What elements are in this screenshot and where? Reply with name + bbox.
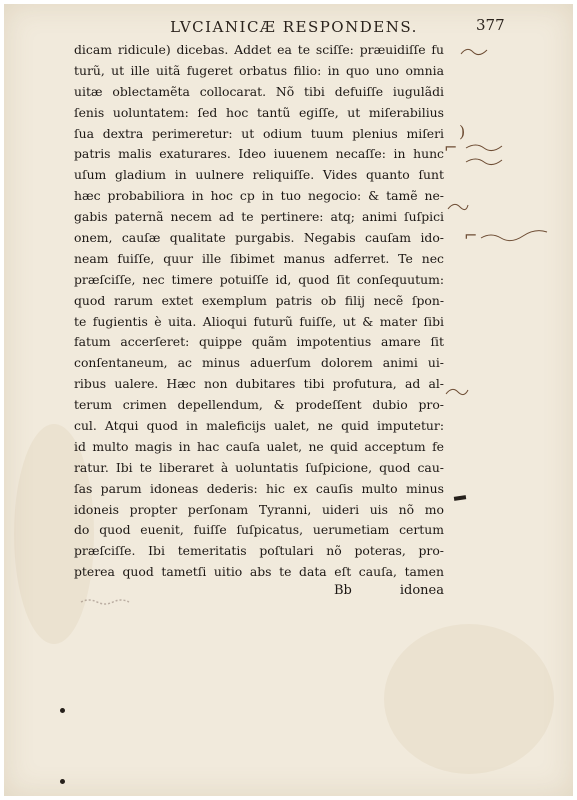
margin-scribble-mark: [444, 384, 470, 398]
text-line: ſenis uoluntatem: ſed hoc tantũ egiſſe, ut miſerabilius: [74, 104, 444, 120]
page-number: 377: [476, 16, 505, 34]
book-page: [4, 4, 573, 796]
text-line: ratur. Ibi te liberaret à uoluntatis ſuſpicione, quod cau-: [74, 459, 444, 475]
paper-stain: [384, 624, 554, 774]
text-line: cul. Atqui quod in maleficijs ualet, ne quid imputetur:: [74, 418, 444, 434]
text-line: hæc probabiliora in hoc cp in tuo negocio: & tamẽ ne-: [74, 188, 444, 204]
margin-scribble-mark: [464, 140, 504, 168]
text-line: idoneis propter perſonam Tyranni, uideri uis nõ mo: [74, 501, 444, 517]
margin-scribble-mark: [479, 228, 549, 244]
text-line: ribus ualere. Hæc non dubitares tibi profutura, ad al-: [74, 376, 444, 392]
text-line: præſciſſe. Ibi temeritatis poſtulari nõ poteras, pro-: [74, 543, 444, 559]
text-line: dicam ridicule) dicebas. Addet ea te sciſſe: præuidiſſe fu: [74, 42, 444, 57]
text-line: te fugientis è uita. Alioqui futurũ fuiſſe, ut & mater ſibi: [74, 313, 444, 329]
text-line: uſum gladium in uulnere reliquiſſe. Vides quanto ſunt: [74, 167, 444, 183]
margin-bracket-mark: ⌐: [444, 138, 458, 157]
text-line: onem, cauſæ qualitate purgabis. Negabis cauſam ido-: [74, 230, 444, 246]
catchword: idonea: [399, 583, 444, 598]
text-line: præſciſſe, nec timere potuiſſe id, quod ſit conſequutum:: [74, 271, 444, 287]
text-line: turũ, ut ille uitã fugeret orbatus filio: in quo uno omnia: [74, 62, 444, 78]
text-line: patris malis exaturares. Ideo iuuenem necaſſe: in hunc: [74, 146, 444, 162]
ink-dot-mark: [60, 708, 65, 713]
text-line: pterea quod tametſi uitio abs te data eſt cauſa, tamen: [74, 564, 444, 580]
signature-mark: Bb: [334, 583, 352, 598]
text-line: ſua dextra perimeretur: ut odium tuum plenius miſeri: [74, 125, 444, 141]
text-line: conſentaneum, ac minus aduerſum dolorem animi ui-: [74, 355, 444, 371]
text-line: neam fuiſſe, quur ille ſibimet manus adferret. Te nec: [74, 250, 444, 266]
catchword-line: [334, 583, 444, 598]
margin-bracket-mark: ): [459, 122, 466, 141]
text-line: terum crimen depellendum, & prodeſſent dubio pro-: [74, 397, 444, 413]
text-line: ſas parum idoneas dederis: hic ex cauſis multo minus: [74, 480, 444, 496]
ink-dash-mark: [454, 495, 466, 501]
text-line: id multo magis in hac cauſa ualet, ne quid acceptum fe: [74, 438, 444, 454]
text-line: uitæ oblectamẽta collocarat. Nõ tibi defuiſſe iugulãdi: [74, 83, 444, 99]
margin-scribble-mark: [446, 199, 470, 213]
text-line: do quod euenit, fuiſſe ſuſpicatus, uerumetiam certum: [74, 522, 444, 538]
library-stamp-mark: [79, 596, 139, 608]
running-title: LVCIANICÆ RESPONDENS.: [170, 18, 418, 36]
text-line: quod rarum extet exemplum patris ob filij necẽ ſpon-: [74, 292, 444, 308]
text-line: gabis paternã necem ad te pertinere: atq; animi ſuſpici: [74, 209, 444, 225]
text-line: fatum accerſeret: quippe quãm impotentius amare ſit: [74, 334, 444, 350]
ink-dot-mark: [60, 779, 65, 784]
margin-scribble-mark: [459, 44, 489, 58]
body-text: [74, 40, 444, 583]
margin-bracket-mark: ⌐: [464, 226, 478, 245]
